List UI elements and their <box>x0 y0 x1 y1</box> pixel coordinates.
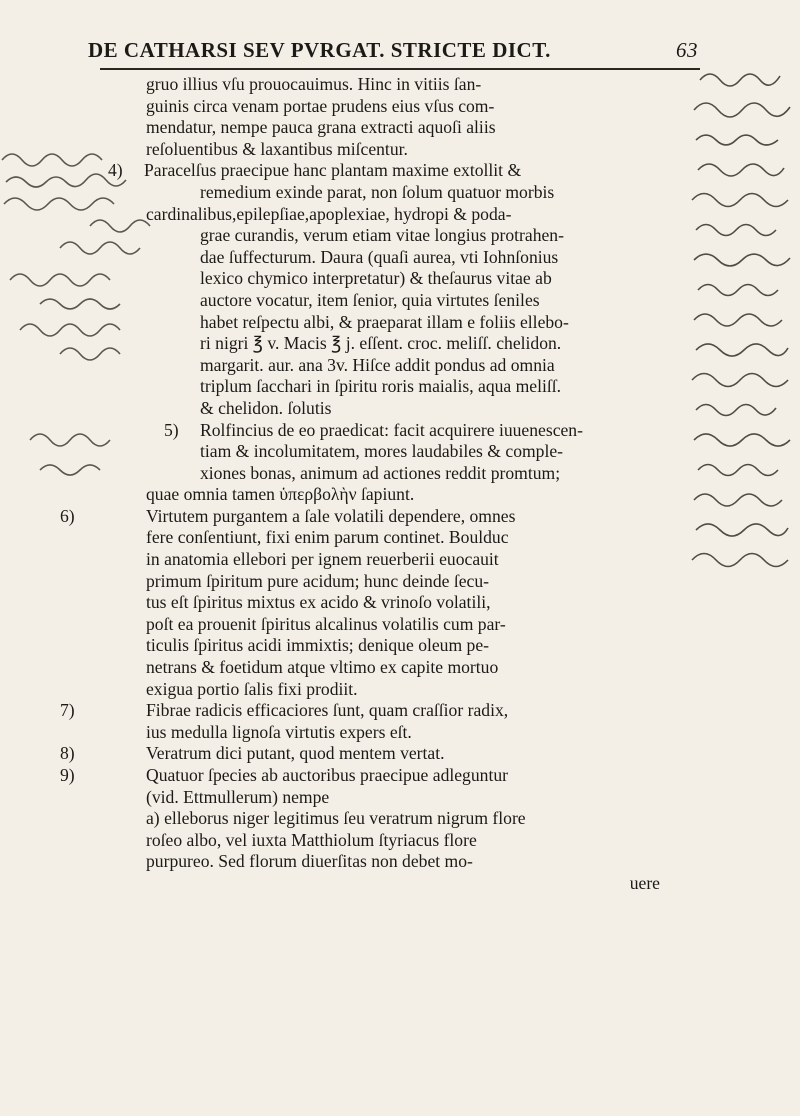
text-line: uere <box>629 872 660 893</box>
text-line: poſt ea prouenit ſpiritus alcalinus volatilis cum par- <box>146 613 506 634</box>
text-line: margarit. aur. ana 3v. Hiſce addit pondus ad omnia <box>200 354 555 375</box>
text-line: 8) Veratrum dici putant, quod mentem vertat. <box>60 743 445 764</box>
text-line: triplum ſacchari in ſpiritu roris maialis, aqua meliſſ. <box>200 376 562 397</box>
text-line: gruo illius vſu prouocauimus. Hinc in vitiis ſan- <box>146 74 482 94</box>
text-line: netrans & foetidum atque vltimo ex capite mortuo <box>146 657 499 678</box>
text-line: roſeo albo, vel iuxta Matthiolum ſtyriacus flore <box>146 829 477 850</box>
text-line: tiam & incolumitatem, mores laudabiles & comple- <box>200 441 564 462</box>
text-line: & chelidon. ſolutis <box>200 397 332 418</box>
text-line: (vid. Ettmullerum) nempe <box>146 786 330 807</box>
text-line: tus eſt ſpiritus mixtus ex acido & vrinoſo volatili, <box>146 592 491 613</box>
text-line: ri nigri ℥ v. Macis ℥ j. eſſent. croc. meliſſ. chelidon. <box>200 333 562 354</box>
section-marker: 8) <box>60 743 75 764</box>
text-line: a) elleborus niger legitimus ſeu veratrum nigrum flore <box>146 808 526 829</box>
text-line: habet reſpectu albi, & praeparat illam e foliis ellebo- <box>200 311 569 332</box>
text-line: quae omnia tamen ὑπερβολὴν ſapiunt. <box>146 484 415 505</box>
header-rule <box>100 68 700 70</box>
section-marker: 9) <box>60 765 75 785</box>
text-line: lexico chymico interpretatur) & theſaurus vitae ab <box>200 268 552 289</box>
section-marker: 6) <box>60 505 75 526</box>
section-marker: 4) <box>108 160 123 181</box>
text-line: cardinalibus,epilepſiae,apoplexiae, hydropi & poda- <box>146 203 512 224</box>
header-title: DE CATHARSI SEV PVRGAT. STRICTE DICT. <box>88 38 551 62</box>
text-line: purpureo. Sed florum diuerſitas non debet mo- <box>146 851 473 872</box>
text-line: guinis circa venam portae prudens eius vſus com- <box>146 95 495 116</box>
text-line: 9) Quatuor ſpecies ab auctoribus praecipue adleguntur <box>60 765 508 785</box>
text-line: fere conſentiunt, fixi enim parum continet. Boulduc <box>146 527 509 548</box>
section-marker: 7) <box>60 700 75 721</box>
marginalia-left <box>0 140 170 490</box>
text-line: 6) Virtutem purgantem a ſale volatili dependere, omnes <box>60 505 516 526</box>
text-line: 4) Paracelſus praecipue hanc plantam maxime extollit & <box>108 160 522 181</box>
page-number: 63 <box>676 38 698 62</box>
text-line: 7) Fibrae radicis efficaciores ſunt, quam craſſior radix, <box>60 700 509 721</box>
running-header <box>88 38 698 63</box>
text-line: 5) Rolfincius de eo praedicat: facit acquirere iuuenescen- <box>164 419 583 440</box>
marginalia-right <box>690 60 800 820</box>
text-line: ticulis ſpiritus acidi immixtis; denique oleum pe- <box>146 635 490 656</box>
section-marker: 5) <box>164 419 179 440</box>
text-line: dae ſuffecturum. Daura (quaſi aurea, vti Iohnſonius <box>200 246 559 267</box>
text-line: ius medulla lignoſa virtutis expers eſt. <box>146 721 412 742</box>
text-line: primum ſpiritum pure acidum; hunc deinde ſecu- <box>146 570 489 591</box>
text-line: remedium exinde parat, non ſolum quatuor morbis <box>200 181 555 202</box>
text-line: grae curandis, verum etiam vitae longius protrahen- <box>200 225 564 246</box>
text-line: reſoluentibus & laxantibus miſcentur. <box>146 138 408 159</box>
text-line: exigua portio ſalis fixi prodiit. <box>146 678 358 699</box>
text-line: auctore vocatur, item ſenior, quia virtutes ſeniles <box>200 289 540 310</box>
text-line: xiones bonas, animum ad actiones reddit promtum; <box>200 462 561 483</box>
text-line: in anatomia ellebori per ignem reuerberii euocauit <box>146 549 499 570</box>
text-line: mendatur, nempe pauca grana extracti aquoſi aliis <box>146 117 496 138</box>
